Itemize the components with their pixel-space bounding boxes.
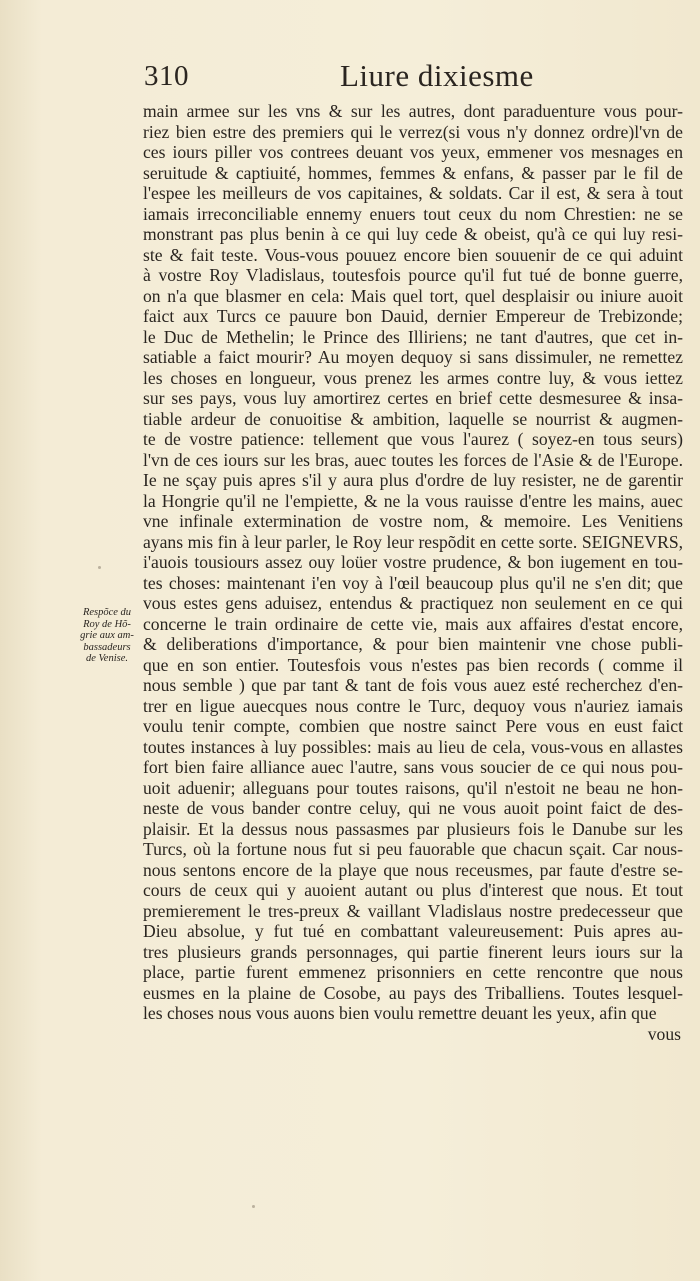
marginal-note-line: de Venise. xyxy=(86,653,128,664)
text-line: Dieu absolue, y fut tué en combattant valeureusement: Puis apres au- xyxy=(143,921,683,941)
text-line: l'vn de ces iours sur les bras, auec toutes les forces de l'Asie & de l'Europe. xyxy=(143,449,683,470)
marginal-note-line: bassadeurs xyxy=(83,641,131,653)
text-line: plaisir. Et la dessus nous passasmes par plusieurs fois le Danube sur les xyxy=(143,818,683,839)
text-line: & deliberations d'importance, & pour bien maintenir vne chose publi- xyxy=(143,634,683,654)
text-line: premierement le tres-preux & vaillant Vladislaus nostre predecesseur que xyxy=(143,900,683,921)
text-line: riez bien estre des premiers qui le verrez(si vous n'y donnez ordre)l'vn de xyxy=(143,121,683,142)
text-line: on n'a que blasmer en cela: Mais quel tort, quel desplaisir ou iniure auoit xyxy=(143,285,683,306)
text-line: que en son entier. Toutesfois vous n'estes pas bien records ( comme il xyxy=(143,654,683,675)
text-line: monstrant pas plus benin à ce qui luy cede & obeist, qu'à ce qui luy resi- xyxy=(143,224,683,244)
text-line: tes choses: maintenant i'en voy à l'œil beaucoup plus qu'il ne s'en dit; que xyxy=(143,572,683,593)
text-line: la Hongrie qu'il ne l'empiette, & ne la vous rauisse d'entre les mains, auec xyxy=(143,490,683,511)
text-line: les choses en longueur, vous prenez les armes contre luy, & vous iettez xyxy=(143,367,683,388)
text-line: sur ses pays, vous luy amortirez certes en brief cette desmesuree & insa- xyxy=(143,388,683,408)
text-line: fort bien faire alliance auec l'autre, sans vous soucier de ce qui nous pou- xyxy=(143,757,683,777)
text-line: Ie ne sçay puis apres s'il y aura plus d'ordre de luy resister, ne de garentir xyxy=(143,470,683,490)
text-line: vous estes gens aduisez, entendus & practiquez non seulement en ce qui xyxy=(143,593,683,613)
text-line: vne infinale extermination de vostre nom, & memoire. Les Venitiens xyxy=(143,511,683,531)
text-line: tiable ardeur de conuoitise & ambition, laquelle se nourrist & augmen- xyxy=(143,408,683,429)
text-line: trer en ligue auecques nous contre le Turc, dequoy vous n'auriez iamais xyxy=(143,695,683,716)
marginal-note-line: Roy de Hõ- xyxy=(83,618,131,630)
marginal-note xyxy=(74,607,140,665)
page-number: 310 xyxy=(144,60,189,92)
text-line: à vostre Roy Vladislaus, toutesfois pource qu'il fut tué de bonne guerre, xyxy=(143,265,683,285)
text-line: le Duc de Methelin; le Prince des Illiriens; ne tant d'autres, que cet in- xyxy=(143,326,683,347)
text-line: voulu tenir compte, combien que nostre sainct Pere vous en eust faict xyxy=(143,716,683,736)
catchword: vous xyxy=(647,1023,681,1044)
text-line: i'auois tousiours assez ouy loüer vostre prudence, & bon iugement en tou- xyxy=(143,552,683,572)
text-line: tres plusieurs grands personnages, qui partie finerent leurs iours sur la xyxy=(143,941,683,962)
text-line: cours de ceux qui y auoient autant ou plus d'interest que nous. Et tout xyxy=(143,880,683,900)
text-line: neste de vous bander contre celuy, qui ne vous auoit point faict de des- xyxy=(143,798,683,818)
text-line: seruitude & captiuité, hommes, femmes & enfans, & passer par le fil de xyxy=(143,162,683,183)
body-text xyxy=(143,101,683,1044)
marginal-note-line: grie aux am- xyxy=(80,630,134,641)
text-line: eusmes en la plaine de Cosobe, au pays des Triballiens. Toutes lesquel- xyxy=(143,982,683,1003)
marginal-note-line: Respõce du xyxy=(82,607,132,618)
text-line: te de vostre patience: tellement que vous l'aurez ( soyez-en tous seurs) xyxy=(143,429,683,449)
text-line: main armee sur les vns & sur les autres, dont paraduenture vous pour- xyxy=(143,101,683,121)
page-header xyxy=(0,58,700,98)
text-line: place, partie furent emmenez prisonniers en cette rencontre que nous xyxy=(143,962,683,982)
text-line: ayans mis fin à leur parler, le Roy leur respõdit en cette sorte. SEIGNEVRS, xyxy=(143,531,683,552)
running-title: Liure dixiesme xyxy=(340,58,534,93)
text-line: iamais irreconciliable ennemy enuers tout ceux du nom Chrestien: ne se xyxy=(143,203,683,224)
text-line: concerne le train ordinaire de cette vie, mais aux affaires d'estat encore, xyxy=(143,613,683,634)
text-line: nous sentons encore de la playe que nous receusmes, par faute d'estre se- xyxy=(143,859,683,880)
paper-speck xyxy=(98,566,101,569)
text-line: toutes instances à luy possibles: mais au lieu de cela, vous-vous en allastes xyxy=(143,736,683,757)
text-line: Turcs, où la fortune nous fut si peu fauorable que chacun sçait. Car nous- xyxy=(143,839,683,859)
text-line: faict aux Turcs ce pauure bon Dauid, dernier Empereur de Trebizonde; xyxy=(143,306,683,326)
text-line: uoit aduenir; alleguans pour toutes raisons, qu'il n'estoit ne beau ne hon- xyxy=(143,777,683,798)
text-line: l'espee les meilleurs de vos capitaines, & soldats. Car il est, & sera à tout xyxy=(143,183,683,203)
text-line: nous semble ) que par tant & tant de fois vous auez esté recherchez d'en- xyxy=(143,675,683,695)
paper-speck xyxy=(252,1205,255,1208)
text-line: satiable a faict mourir? Au moyen dequoy si sans dissimuler, ne remettez xyxy=(143,347,683,367)
text-line: les choses nous vous auons bien voulu remettre deuant les yeux, afin que xyxy=(143,1003,657,1023)
text-line: ste & fait teste. Vous-vous pouuez encore bien souuenir de ce qui aduint xyxy=(143,244,683,265)
text-line: ces iours piller vos contrees deuant vos yeux, emmener vos mesnages en xyxy=(143,142,683,162)
